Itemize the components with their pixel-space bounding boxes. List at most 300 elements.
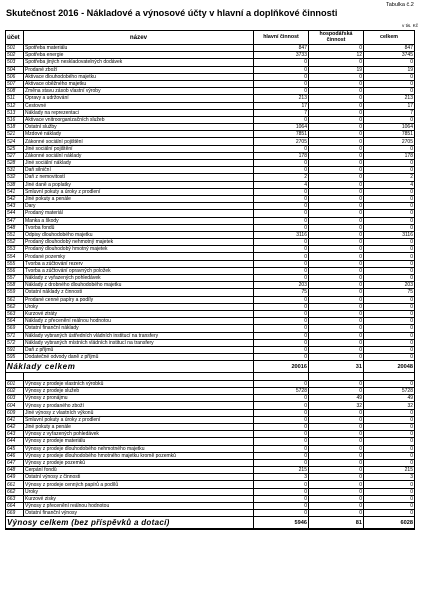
account-code: 662 — [6, 488, 24, 495]
total-value: 0 — [364, 488, 415, 495]
total-value: 0 — [364, 188, 415, 195]
total-value: 203 — [364, 282, 415, 289]
table-row — [6, 95, 415, 102]
table-row — [6, 188, 415, 195]
account-name: Spotřeba energie — [24, 52, 254, 59]
economic-activity-value: 0 — [309, 459, 364, 466]
table-row — [6, 380, 415, 387]
main-activity-value: 0 — [254, 481, 309, 488]
table-row — [6, 102, 415, 109]
header-celkem: celkem — [364, 31, 415, 45]
grand-total: 6028 — [364, 517, 415, 529]
economic-activity-value: 0 — [309, 102, 364, 109]
account-name: Daň z nemovitostí — [24, 174, 254, 181]
economic-activity-value: 0 — [309, 423, 364, 430]
table-row — [6, 267, 415, 274]
account-name: Jiné pokuty a penále — [24, 423, 254, 430]
account-code: 571 — [6, 332, 24, 339]
account-name: Náklady z drobného dlouhodobého majetku — [24, 282, 254, 289]
main-activity-value: 7851 — [254, 131, 309, 138]
account-code: 558 — [6, 282, 24, 289]
table-row — [6, 395, 415, 402]
economic-activity-value: 0 — [309, 388, 364, 395]
economic-activity-value: 0 — [309, 282, 364, 289]
account-code: 508 — [6, 88, 24, 95]
economic-activity-value: 0 — [309, 510, 364, 517]
economic-activity-value: 0 — [309, 467, 364, 474]
main-activity-value: 0 — [254, 395, 309, 402]
account-name: Daň z příjmů — [24, 346, 254, 353]
table-row — [6, 481, 415, 488]
total-value: 0 — [364, 260, 415, 267]
page-title: Skutečnost 2016 - Nákladové a výnosové účty v hlavní a doplňkové činnosti — [6, 8, 338, 18]
main-activity-value: 0 — [254, 167, 309, 174]
account-code: 572 — [6, 339, 24, 346]
economic-activity-value: 0 — [309, 503, 364, 510]
account-name: Výnosy z prodeje materiálu — [24, 438, 254, 445]
economic-activity-value: 0 — [309, 239, 364, 246]
total-value: 0 — [364, 346, 415, 353]
account-name: Výnosy z prodaného zboží — [24, 402, 254, 409]
account-name: Kurzové ztráty — [24, 310, 254, 317]
total-value: 0 — [364, 203, 415, 210]
economic-activity-value: 0 — [309, 124, 364, 131]
account-code: 602 — [6, 388, 24, 395]
economic-activity-value: 0 — [309, 80, 364, 87]
table-row — [6, 474, 415, 481]
account-code: 553 — [6, 246, 24, 253]
economic-activity-value: 0 — [309, 174, 364, 181]
total-value: 4 — [364, 181, 415, 188]
table-row — [6, 167, 415, 174]
main-activity-value: 0 — [254, 431, 309, 438]
account-code: 643 — [6, 431, 24, 438]
table-row — [6, 346, 415, 353]
main-activity-value: 0 — [254, 217, 309, 224]
total-value: 75 — [364, 289, 415, 296]
main-activity-value: 0 — [254, 203, 309, 210]
table-row — [6, 452, 415, 459]
main-activity-value: 0 — [254, 239, 309, 246]
economic-activity-value: 0 — [309, 474, 364, 481]
account-name: Kurzové zisky — [24, 495, 254, 502]
account-name: Ostatní finanční náklady — [24, 325, 254, 332]
economic-activity-value: 0 — [309, 210, 364, 217]
economic-activity-value: 0 — [309, 310, 364, 317]
total-value: 0 — [364, 409, 415, 416]
account-code: 603 — [6, 395, 24, 402]
economic-activity-value: 0 — [309, 481, 364, 488]
account-code: 506 — [6, 73, 24, 80]
account-name: Výnosy z vyřazených pohledávek — [24, 431, 254, 438]
table-row — [6, 289, 415, 296]
account-code: 507 — [6, 80, 24, 87]
account-code: 559 — [6, 289, 24, 296]
account-name: Manka a škody — [24, 217, 254, 224]
account-name: Úroky — [24, 488, 254, 495]
total-value: 0 — [364, 510, 415, 517]
table-row — [6, 318, 415, 325]
total-value: 0 — [364, 303, 415, 310]
account-code: 648 — [6, 467, 24, 474]
account-name: Ostatní služby — [24, 124, 254, 131]
table-row — [6, 116, 415, 123]
total-value: 215 — [364, 467, 415, 474]
total-value: 0 — [364, 431, 415, 438]
account-name: Prodané zboží — [24, 66, 254, 73]
economic-activity-value: 0 — [309, 224, 364, 231]
main-activity-value: 7 — [254, 109, 309, 116]
main-activity-value: 215 — [254, 467, 309, 474]
main-activity-value: 2705 — [254, 138, 309, 145]
total-value: 0 — [364, 275, 415, 282]
account-name: Výnosy z prodeje služeb — [24, 388, 254, 395]
economic-activity-value: 0 — [309, 332, 364, 339]
economic-activity-value: 0 — [309, 452, 364, 459]
table-row — [6, 181, 415, 188]
total-value: 0 — [364, 224, 415, 231]
total-value: 0 — [364, 296, 415, 303]
economic-activity-value: 0 — [309, 346, 364, 353]
main-activity-value: 213 — [254, 95, 309, 102]
account-name: Tvorba a zúčtování opravných položek — [24, 267, 254, 274]
economic-activity-value: 0 — [309, 188, 364, 195]
account-name: Prodané pozemky — [24, 253, 254, 260]
total-value: 7851 — [364, 131, 415, 138]
total-value: 3745 — [364, 52, 415, 59]
account-name: Náklady z vyřazených pohledávek — [24, 275, 254, 282]
economic-activity-value: 0 — [309, 116, 364, 123]
account-code: 532 — [6, 174, 24, 181]
economic-activity-value: 0 — [309, 88, 364, 95]
total-value: 0 — [364, 339, 415, 346]
account-code: 645 — [6, 445, 24, 452]
table-row — [6, 402, 415, 409]
table-row — [6, 152, 415, 159]
account-name: Výnosy z prodeje cenných papírů a podílů — [24, 481, 254, 488]
table-row — [6, 503, 415, 510]
main-activity-value: 0 — [254, 275, 309, 282]
account-name: Prodaný dlouhodobý nehmotný majetek — [24, 239, 254, 246]
account-name: Výnosy z pronájmu — [24, 395, 254, 402]
main-activity-value: 2 — [254, 174, 309, 181]
main-activity-value: 0 — [254, 503, 309, 510]
account-code: 524 — [6, 138, 24, 145]
total-label: Výnosy celkem (bez příspěvků a dotací) — [6, 517, 254, 529]
account-code: 641 — [6, 416, 24, 423]
table-row — [6, 80, 415, 87]
account-name: Jiné sociální náklady — [24, 160, 254, 167]
account-code: 664 — [6, 503, 24, 510]
table-row — [6, 203, 415, 210]
table-row — [6, 445, 415, 452]
total-value: 0 — [364, 116, 415, 123]
total-value: 0 — [364, 88, 415, 95]
main-activity-value: 0 — [254, 224, 309, 231]
account-code: 561 — [6, 296, 24, 303]
main-activity-value: 0 — [254, 339, 309, 346]
table-row — [6, 174, 415, 181]
account-code: 511 — [6, 95, 24, 102]
table-row — [6, 325, 415, 332]
table-row — [6, 88, 415, 95]
table-row — [6, 253, 415, 260]
main-activity-value: 17 — [254, 102, 309, 109]
economic-activity-value: 0 — [309, 95, 364, 102]
account-code: 557 — [6, 275, 24, 282]
total-value: 1064 — [364, 124, 415, 131]
total-value: 0 — [364, 380, 415, 387]
account-code: 521 — [6, 131, 24, 138]
table-row — [6, 495, 415, 502]
account-code: 609 — [6, 409, 24, 416]
main-activity-value: 0 — [254, 160, 309, 167]
table-row — [6, 431, 415, 438]
total-value: 17 — [364, 102, 415, 109]
main-activity-value: 203 — [254, 282, 309, 289]
main-activity-value: 0 — [254, 195, 309, 202]
account-name: Ostatní náklady z činnosti — [24, 289, 254, 296]
main-activity-value: 0 — [254, 332, 309, 339]
economic-activity-value: 0 — [309, 138, 364, 145]
account-code: 647 — [6, 459, 24, 466]
account-code: 547 — [6, 217, 24, 224]
economic-activity-value: 0 — [309, 380, 364, 387]
account-code: 542 — [6, 195, 24, 202]
total-value: 0 — [364, 452, 415, 459]
account-name: Zákonné sociální pojištění — [24, 138, 254, 145]
table-row — [6, 124, 415, 131]
economic-activity-value: 0 — [309, 45, 364, 52]
economic-activity-value: 0 — [309, 416, 364, 423]
main-activity-value: 0 — [254, 495, 309, 502]
account-code: 595 — [6, 354, 24, 361]
account-name: Odpisy dlouhodobého majetku — [24, 231, 254, 238]
account-name: Jiné pokuty a penále — [24, 195, 254, 202]
total-value: 0 — [364, 318, 415, 325]
account-code: 663 — [6, 495, 24, 502]
table-row — [6, 109, 415, 116]
account-code: 601 — [6, 380, 24, 387]
account-name: Aktivace vnitroorganizačních služeb — [24, 116, 254, 123]
total-value: 0 — [364, 145, 415, 152]
account-code: 562 — [6, 303, 24, 310]
account-name: Tvorba a zúčtování rezerv — [24, 260, 254, 267]
main-activity-value: 0 — [254, 210, 309, 217]
total-value: 19 — [364, 66, 415, 73]
economic-activity-value: 0 — [309, 409, 364, 416]
table-row — [6, 438, 415, 445]
main-activity-value: 0 — [254, 246, 309, 253]
economic-activity-value: 0 — [309, 203, 364, 210]
total-value: 0 — [364, 195, 415, 202]
table-body — [6, 45, 415, 529]
account-code: 548 — [6, 224, 24, 231]
economic-activity-value: 0 — [309, 431, 364, 438]
account-code: 661 — [6, 481, 24, 488]
economic-activity-value: 0 — [309, 296, 364, 303]
table-row — [6, 339, 415, 346]
table-row — [6, 160, 415, 167]
account-name: Smluvní pokuty a úroky z prodlení — [24, 416, 254, 423]
account-code: 642 — [6, 423, 24, 430]
main-activity-value: 0 — [254, 188, 309, 195]
main-activity-value: 3116 — [254, 231, 309, 238]
total-value: 0 — [364, 267, 415, 274]
table-row — [6, 195, 415, 202]
table-row — [6, 510, 415, 517]
total-value: 0 — [364, 503, 415, 510]
economic-activity-value: 0 — [309, 267, 364, 274]
main-activity-value: 178 — [254, 152, 309, 159]
account-name: Ostatní finanční výnosy — [24, 510, 254, 517]
account-name: Spotřeba jiných neskladovatelných dodávek — [24, 59, 254, 66]
total-value: 0 — [364, 239, 415, 246]
total-value: 0 — [364, 160, 415, 167]
total-value: 0 — [364, 167, 415, 174]
account-name: Mzdové náklady — [24, 131, 254, 138]
total-value: 0 — [364, 438, 415, 445]
table-row — [6, 224, 415, 231]
total-value: 3 — [364, 474, 415, 481]
economic-activity-value: 0 — [309, 73, 364, 80]
economic-activity-value: 0 — [309, 438, 364, 445]
economic-activity-value: 0 — [309, 488, 364, 495]
total-value: 0 — [364, 495, 415, 502]
main-activity-total: 5946 — [254, 517, 309, 529]
account-name: Výnosy z prodeje dlouhodobého hmotného majetku kromě pozemků — [24, 452, 254, 459]
table-row — [6, 239, 415, 246]
account-code: 649 — [6, 474, 24, 481]
total-label: Náklady celkem — [6, 361, 254, 373]
total-value: 0 — [364, 73, 415, 80]
table-number: Tabulka č.2 — [386, 2, 414, 8]
main-activity-value: 847 — [254, 45, 309, 52]
table-row — [6, 409, 415, 416]
account-name: Náklady z přecenění reálnou hodnotou — [24, 318, 254, 325]
economic-activity-value: 0 — [309, 354, 364, 361]
table-row — [6, 45, 415, 52]
account-name: Výnosy z prodeje vlastních výrobků — [24, 380, 254, 387]
economic-activity-value: 49 — [309, 395, 364, 402]
total-value: 0 — [364, 210, 415, 217]
main-activity-value: 0 — [254, 59, 309, 66]
account-code: 556 — [6, 267, 24, 274]
total-value: 0 — [364, 445, 415, 452]
economic-activity-value: 0 — [309, 109, 364, 116]
account-code: 569 — [6, 325, 24, 332]
economic-activity-value: 0 — [309, 167, 364, 174]
header-ucet: účet — [6, 31, 24, 45]
total-value: 0 — [364, 59, 415, 66]
main-activity-value: 0 — [254, 310, 309, 317]
table-row — [6, 282, 415, 289]
economic-activity-value: 0 — [309, 339, 364, 346]
economic-activity-value: 0 — [309, 231, 364, 238]
table-row — [6, 388, 415, 395]
economic-activity-value: 0 — [309, 246, 364, 253]
account-code: 563 — [6, 310, 24, 317]
table-row — [6, 231, 415, 238]
account-code: 644 — [6, 438, 24, 445]
spacer-row — [6, 373, 415, 381]
main-activity-value: 0 — [254, 445, 309, 452]
account-code: 512 — [6, 102, 24, 109]
table-row — [6, 332, 415, 339]
account-name: Daň silniční — [24, 167, 254, 174]
total-value: 178 — [364, 152, 415, 159]
account-code: 669 — [6, 510, 24, 517]
table-row — [6, 73, 415, 80]
account-name: Aktivace oběžného majetku — [24, 80, 254, 87]
main-activity-value: 0 — [254, 488, 309, 495]
total-value: 2705 — [364, 138, 415, 145]
table-row — [6, 59, 415, 66]
account-name: Náklady vybraných místních vládních institucí na transfery — [24, 339, 254, 346]
main-activity-value: 0 — [254, 325, 309, 332]
economic-activity-value: 0 — [309, 445, 364, 452]
account-name: Výnosy z prodeje dlouhodobého nehmotného majetku — [24, 445, 254, 452]
economic-activity-value: 32 — [309, 402, 364, 409]
account-name: Dary — [24, 203, 254, 210]
account-name: Jiné výnosy z vlastních výkonů — [24, 409, 254, 416]
account-name: Ostatní výnosy z činnosti — [24, 474, 254, 481]
economic-activity-value: 0 — [309, 318, 364, 325]
main-activity-value: 0 — [254, 80, 309, 87]
table-header-row — [6, 31, 415, 45]
total-value: 0 — [364, 416, 415, 423]
economic-activity-value: 0 — [309, 495, 364, 502]
total-value: 0 — [364, 481, 415, 488]
total-value: 0 — [364, 354, 415, 361]
table-row — [6, 488, 415, 495]
main-activity-value: 0 — [254, 303, 309, 310]
account-code: 541 — [6, 188, 24, 195]
main-activity-total: 20016 — [254, 361, 309, 373]
economic-activity-value: 0 — [309, 260, 364, 267]
account-code: 531 — [6, 167, 24, 174]
total-row — [6, 361, 415, 373]
account-code: 513 — [6, 109, 24, 116]
account-name: Tvorba fondů — [24, 224, 254, 231]
account-name: Změna stavu zásob vlastní výroby — [24, 88, 254, 95]
main-activity-value: 1064 — [254, 124, 309, 131]
economic-activity-total: 81 — [309, 517, 364, 529]
total-value: 0 — [364, 332, 415, 339]
account-name: Cestovné — [24, 102, 254, 109]
table-row — [6, 296, 415, 303]
account-name: Prodaný dlouhodobý hmotný majetek — [24, 246, 254, 253]
economic-activity-value: 0 — [309, 160, 364, 167]
account-code: 646 — [6, 452, 24, 459]
total-value: 0 — [364, 217, 415, 224]
table-row — [6, 217, 415, 224]
main-activity-value: 3733 — [254, 52, 309, 59]
account-code: 544 — [6, 210, 24, 217]
main-activity-value: 0 — [254, 354, 309, 361]
account-code: 543 — [6, 203, 24, 210]
account-code: 555 — [6, 260, 24, 267]
header-nazev: název — [24, 31, 254, 45]
account-name: Úroky — [24, 303, 254, 310]
account-code: 516 — [6, 116, 24, 123]
total-value: 0 — [364, 423, 415, 430]
main-activity-value: 0 — [254, 416, 309, 423]
main-activity-value: 0 — [254, 145, 309, 152]
table-row — [6, 459, 415, 466]
account-code: 552 — [6, 239, 24, 246]
main-activity-value: 0 — [254, 267, 309, 274]
